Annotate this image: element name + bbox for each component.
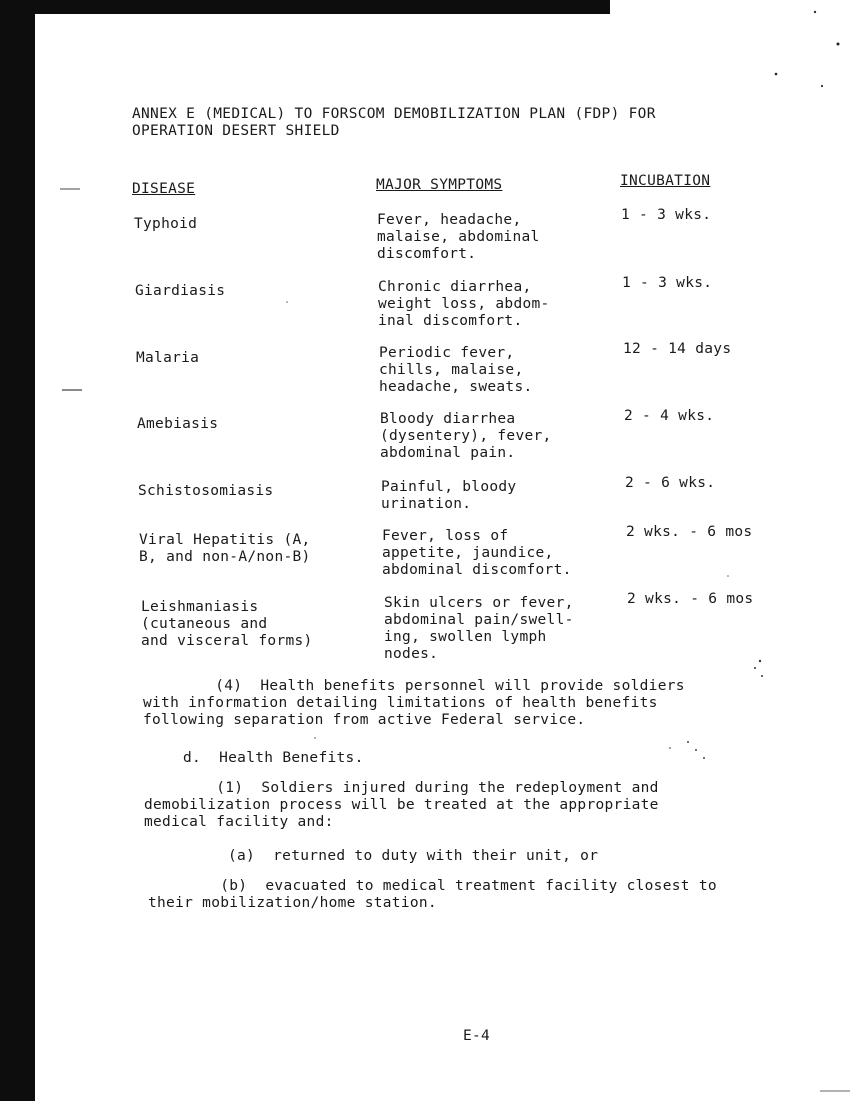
incubation-cell: 1 - 3 wks. xyxy=(622,275,713,291)
disease-cell: Malaria xyxy=(136,350,200,366)
scan-left-edge xyxy=(0,0,35,1101)
section-d-heading: d. Health Benefits. xyxy=(183,750,364,766)
symptoms-cell: Chronic diarrhea, weight loss, abdom- inal discomfort. xyxy=(378,279,550,329)
disease-cell: Schistosomiasis xyxy=(138,483,274,499)
page-number: E-4 xyxy=(463,1028,491,1044)
incubation-cell: 12 - 14 days xyxy=(623,341,732,357)
symptoms-cell: Fever, loss of appetite, jaundice, abdominal discomfort. xyxy=(382,528,572,578)
incubation-cell: 1 - 3 wks. xyxy=(621,207,712,223)
disease-cell: Giardiasis xyxy=(135,283,226,299)
incubation-cell: 2 wks. - 6 mos xyxy=(626,524,753,540)
symptoms-cell: Fever, headache, malaise, abdominal discomfort. xyxy=(377,212,540,262)
incubation-cell: 2 - 6 wks. xyxy=(625,475,716,491)
paragraph-d1a: (a) returned to duty with their unit, or xyxy=(228,848,599,864)
paragraph-4-health-benefits-info: (4) Health benefits personnel will provide soldiers with information detailing limitations of health benefits following separation from active Federal service. xyxy=(143,678,685,728)
disease-cell: Typhoid xyxy=(134,216,198,232)
document-title: ANNEX E (MEDICAL) TO FORSCOM DEMOBILIZATION PLAN (FDP) FOR OPERATION DESERT SHIELD xyxy=(132,106,656,139)
paragraph-d1-injured-soldiers: (1) Soldiers injured during the redeployment and demobilization process will be treated at the appropriate medical facility and: xyxy=(144,780,659,830)
header-incubation: INCUBATION xyxy=(620,173,711,189)
header-disease: DISEASE xyxy=(132,181,196,197)
disease-cell: Leishmaniasis (cutaneous and and visceral forms) xyxy=(141,599,313,649)
symptoms-cell: Periodic fever, chills, malaise, headache, sweats. xyxy=(379,345,533,395)
symptoms-cell: Skin ulcers or fever, abdominal pain/swell- ing, swollen lymph nodes. xyxy=(384,595,574,662)
paragraph-d1b: (b) evacuated to medical treatment facility closest to their mobilization/home station. xyxy=(148,878,717,911)
disease-cell: Viral Hepatitis (A, B, and non-A/non-B) xyxy=(139,532,311,565)
scan-top-edge xyxy=(0,0,610,14)
symptoms-cell: Painful, bloody urination. xyxy=(381,479,517,512)
header-major-symptoms: MAJOR SYMPTOMS xyxy=(376,177,503,193)
incubation-cell: 2 wks. - 6 mos xyxy=(627,591,754,607)
disease-cell: Amebiasis xyxy=(137,416,219,432)
incubation-cell: 2 - 4 wks. xyxy=(624,408,715,424)
symptoms-cell: Bloody diarrhea (dysentery), fever, abdominal pain. xyxy=(380,411,552,461)
